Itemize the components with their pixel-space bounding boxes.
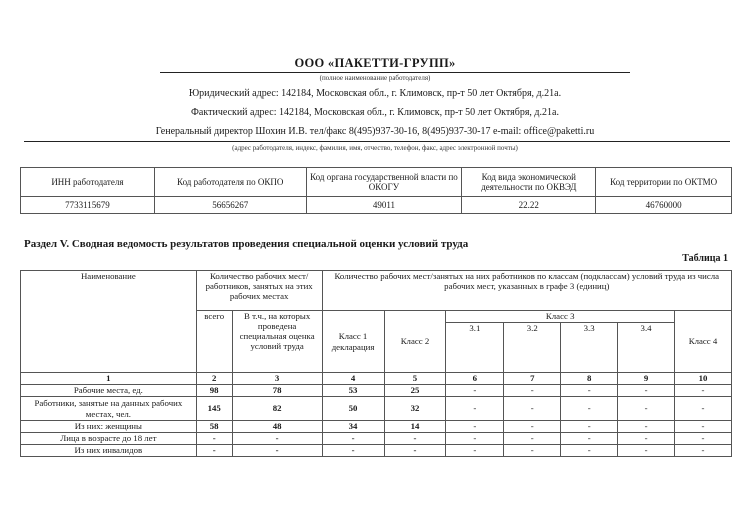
column-number: 2 [196,373,232,385]
row-cell: - [504,421,561,433]
summary-table [20,270,732,457]
row-cell: - [675,433,732,445]
table-row [21,385,732,397]
header-count: Количество рабочих мест/работников, занятых на этих рабочих местах [196,271,322,311]
row-cell: - [322,445,384,457]
column-number: 8 [561,373,618,385]
header-subclass: 3.3 [561,323,618,373]
column-number: 10 [675,373,732,385]
row-cell: - [232,445,322,457]
codes-header: Код вида экономической деятельности по ОКВЭД [462,168,596,197]
row-cell: 25 [384,385,446,397]
header-classes: Количество рабочих мест/занятых на них работников по классам (подклассам) условий труда из числа рабочих мест, указанных в графе 3 (единиц) [322,271,731,311]
codes-value: 56656267 [154,197,306,214]
column-number: 1 [21,373,197,385]
codes-header: Код территории по ОКТМО [596,168,732,197]
row-cell: - [618,421,675,433]
address-note: (адрес работодателя, индекс, фамилия, имя, отчество, телефон, факс, адрес электронной почты) [232,144,518,152]
row-cell: - [384,445,446,457]
divider [24,141,730,142]
row-cell: - [504,433,561,445]
row-cell: - [561,445,618,457]
row-cell: - [561,421,618,433]
codes-header-row [21,168,732,197]
row-cell: - [675,421,732,433]
codes-header: Код работодателя по ОКПО [154,168,306,197]
column-number: 9 [618,373,675,385]
header-name: Наименование [21,271,197,373]
row-cell: - [561,385,618,397]
row-cell: 34 [322,421,384,433]
column-number: 5 [384,373,446,385]
row-cell: - [561,433,618,445]
row-cell: - [504,445,561,457]
table-row [21,445,732,457]
codes-value: 49011 [306,197,462,214]
legal-address: Юридический адрес: 142184, Московская обл., г. Климовск, пр-т 50 лет Октября, д.21а. [188,88,562,99]
row-name: Лица в возрасте до 18 лет [21,433,197,445]
row-name: Из них: женщины [21,421,197,433]
column-number: 7 [504,373,561,385]
codes-header: Код органа государственной власти по ОКОГУ [306,168,462,197]
header-total: всего [196,311,232,373]
row-cell: - [504,397,561,421]
row-cell: 145 [196,397,232,421]
row-cell: - [446,433,504,445]
codes-value: 46760000 [596,197,732,214]
table-row [21,433,732,445]
row-cell: 14 [384,421,446,433]
table-row [21,397,732,421]
header-subclass: 3.1 [446,323,504,373]
row-cell: 82 [232,397,322,421]
row-cell: - [446,421,504,433]
row-cell: - [675,445,732,457]
codes-table [20,167,732,214]
row-cell: - [196,445,232,457]
divider [160,72,630,73]
row-cell: - [504,385,561,397]
row-cell: - [675,385,732,397]
column-number: 3 [232,373,322,385]
codes-value-row [21,197,732,214]
row-cell: 50 [322,397,384,421]
row-cell: 98 [196,385,232,397]
column-numbers-row [21,373,732,385]
header-subclass: 3.4 [618,323,675,373]
column-number: 4 [322,373,384,385]
row-cell: - [232,433,322,445]
row-cell: - [618,433,675,445]
codes-value: 7733115679 [21,197,155,214]
codes-header: ИНН работодателя [21,168,155,197]
header-assessed: В т.ч., на которых проведена специальная оценка условий труда [232,311,322,373]
row-cell: 78 [232,385,322,397]
header-class3: Класс 3 [446,311,675,323]
row-cell: - [384,433,446,445]
row-cell: - [446,445,504,457]
section-title: Раздел V. Сводная ведомость результатов проведения специальной оценки условий труда [24,238,469,250]
row-cell: - [618,445,675,457]
actual-address: Фактический адрес: 142184, Московская обл., г. Климовск, пр-т 50 лет Октября, д.21а. [191,107,559,118]
row-cell: - [675,397,732,421]
row-cell: - [618,385,675,397]
row-cell: 32 [384,397,446,421]
row-cell: - [446,385,504,397]
summary-body [21,385,732,457]
director-contacts: Генеральный директор Шохин И.В. тел/факс 8(495)937-30-16, 8(495)937-30-17 e-mail: office@paketti.ru [155,126,595,137]
table-row [21,421,732,433]
row-name: Работники, занятые на данных рабочих местах, чел. [21,397,197,421]
row-cell: 58 [196,421,232,433]
row-cell: - [618,397,675,421]
row-cell: 53 [322,385,384,397]
row-cell: - [561,397,618,421]
column-number: 6 [446,373,504,385]
header-subclass: 3.2 [504,323,561,373]
codes-value: 22.22 [462,197,596,214]
summary-header-row [21,271,732,311]
header-class2: Класс 2 [384,311,446,373]
row-cell: - [322,433,384,445]
row-name: Рабочие места, ед. [21,385,197,397]
row-name: Из них инвалидов [21,445,197,457]
row-cell: 48 [232,421,322,433]
table-number: Таблица 1 [682,253,728,264]
company-note: (полное наименование работодателя) [319,74,431,82]
header-class4: Класс 4 [675,311,732,373]
company-name: ООО «ПАКЕТТИ-ГРУПП» [294,56,456,70]
header-class1: Класс 1 декларация [322,311,384,373]
row-cell: - [196,433,232,445]
row-cell: - [446,397,504,421]
